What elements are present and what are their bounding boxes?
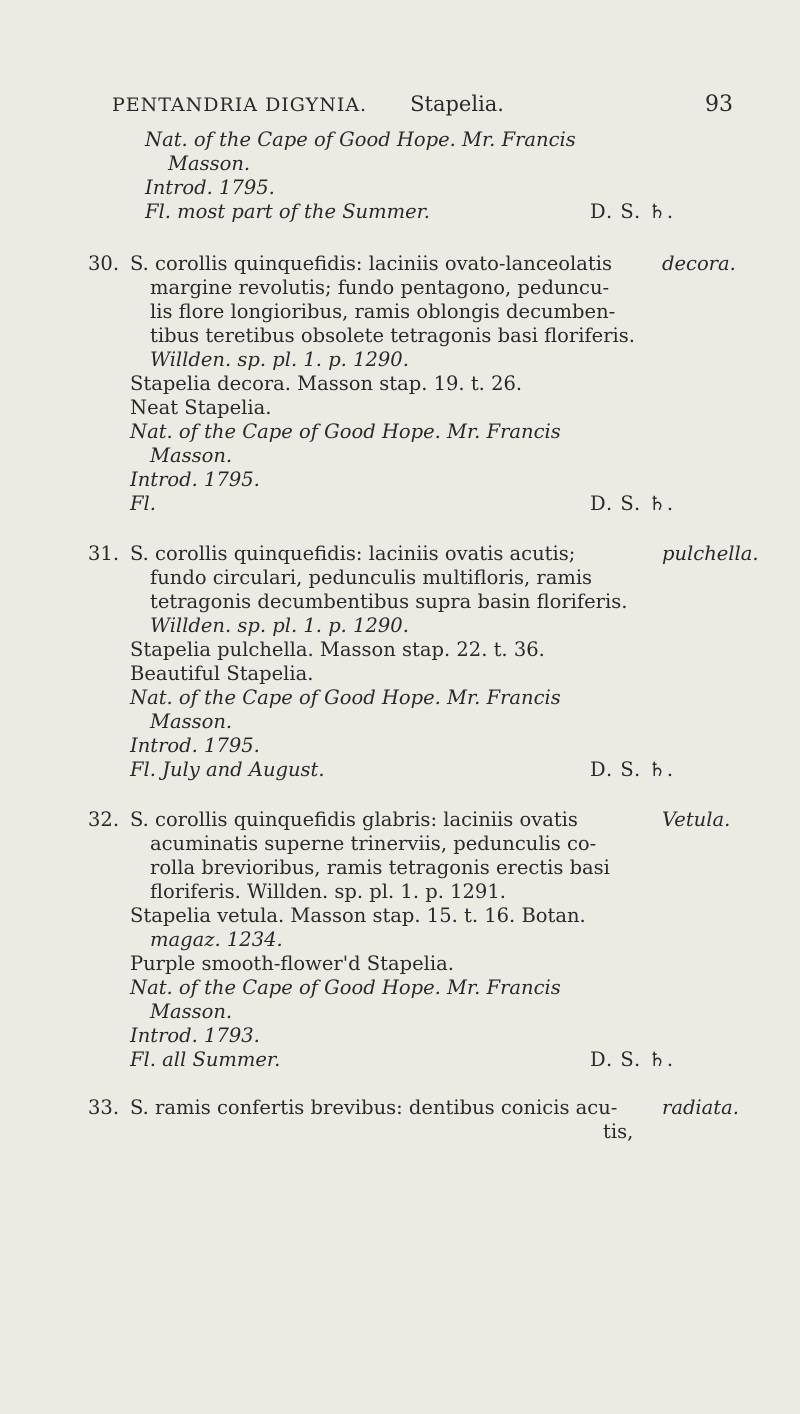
entry-line: Masson. bbox=[150, 710, 233, 733]
entry-line: margine revolutis; fundo pentagono, peduncu- bbox=[150, 276, 610, 299]
entry-line: Stapelia decora. Masson stap. 19. t. 26. bbox=[130, 372, 523, 395]
page-number: 93 bbox=[705, 92, 733, 117]
entry-line: lis flore longioribus, ramis oblongis decumben- bbox=[150, 300, 616, 323]
entry-line: Introd. 1795. bbox=[130, 468, 260, 491]
running-header bbox=[112, 92, 722, 116]
entry-line: Stapelia vetula. Masson stap. 15. t. 16. Botan. bbox=[130, 904, 586, 927]
entry-line: Fl. July and August. bbox=[130, 758, 325, 781]
entry-line: Purple smooth-flower'd Stapelia. bbox=[130, 952, 454, 975]
entry-line: S. corollis quinquefidis: laciniis ovatis acutis; bbox=[130, 542, 576, 565]
intro-nat: Nat. of the Cape of Good Hope. Mr. Francis bbox=[145, 128, 576, 151]
entry-line: Beautiful Stapelia. bbox=[130, 662, 314, 685]
entry-line: fundo circulari, pedunculis multifloris, ramis bbox=[150, 566, 593, 589]
entry-ds: D. S. ♄. bbox=[590, 1048, 675, 1071]
entry-line: Masson. bbox=[150, 444, 233, 467]
entry-line: S. corollis quinquefidis glabris: laciniis ovatis bbox=[130, 808, 578, 831]
entry-epithet: decora. bbox=[662, 252, 736, 275]
entry-number: 30. bbox=[88, 252, 120, 275]
entry-epithet: Vetula. bbox=[662, 808, 731, 831]
entry-line: Introd. 1793. bbox=[130, 1024, 260, 1047]
genus-title: Stapelia. bbox=[410, 92, 504, 116]
entry-line: Willden. sp. pl. 1. p. 1290. bbox=[150, 348, 409, 371]
entry-epithet: radiata. bbox=[662, 1096, 739, 1119]
running-title: PENTANDRIA DIGYNIA. bbox=[112, 94, 368, 116]
entry-number: 31. bbox=[88, 542, 120, 565]
entry-line: Nat. of the Cape of Good Hope. Mr. Francis bbox=[130, 420, 561, 443]
entry-line: acuminatis superne trinerviis, pedunculis co- bbox=[150, 832, 597, 855]
entry-line: S. corollis quinquefidis: laciniis ovato-lanceolatis bbox=[130, 252, 612, 275]
entry-line: floriferis. Willden. sp. pl. 1. p. 1291. bbox=[150, 880, 506, 903]
entry-line: Willden. sp. pl. 1. p. 1290. bbox=[150, 614, 409, 637]
entry-line: Nat. of the Cape of Good Hope. Mr. Francis bbox=[130, 686, 561, 709]
entry-line: Introd. 1795. bbox=[130, 734, 260, 757]
intro-fl: Fl. most part of the Summer. bbox=[145, 200, 431, 223]
entry-number: 33. bbox=[88, 1096, 120, 1119]
entry-line: tis, bbox=[603, 1120, 634, 1143]
entry-line: tibus teretibus obsolete tetragonis basi floriferis. bbox=[150, 324, 635, 347]
entry-line: Stapelia pulchella. Masson stap. 22. t. 36. bbox=[130, 638, 545, 661]
entry-ds: D. S. ♄. bbox=[590, 492, 675, 515]
entry-line: S. ramis confertis brevibus: dentibus conicis acu- bbox=[130, 1096, 618, 1119]
entry-line: Fl. all Summer. bbox=[130, 1048, 281, 1071]
entry-epithet: pulchella. bbox=[662, 542, 759, 565]
entry-line: rolla brevioribus, ramis tetragonis erectis basi bbox=[150, 856, 610, 879]
entry-line: tetragonis decumbentibus supra basin floriferis. bbox=[150, 590, 628, 613]
entry-ds: D. S. ♄. bbox=[590, 758, 675, 781]
entry-line: Nat. of the Cape of Good Hope. Mr. Francis bbox=[130, 976, 561, 999]
entry-line: Fl. bbox=[130, 492, 156, 515]
intro-nat2: Masson. bbox=[168, 152, 251, 175]
entry-line: Masson. bbox=[150, 1000, 233, 1023]
entry-line: magaz. 1234. bbox=[150, 928, 283, 951]
entry-line: Neat Stapelia. bbox=[130, 396, 272, 419]
intro-ds: D. S. ♄. bbox=[590, 200, 675, 223]
entry-number: 32. bbox=[88, 808, 120, 831]
intro-introd: Introd. 1795. bbox=[145, 176, 275, 199]
